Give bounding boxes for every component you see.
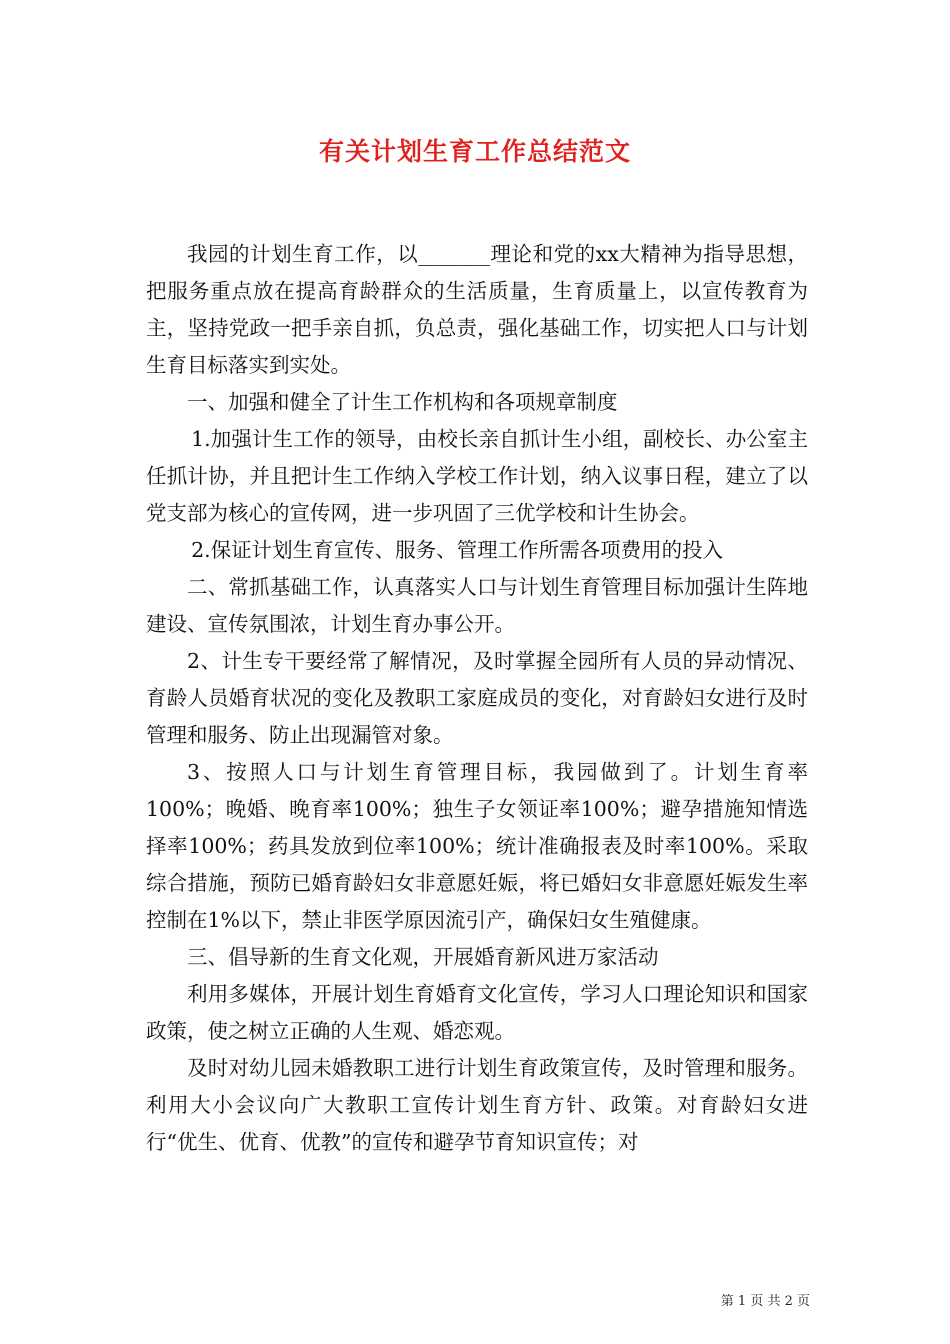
paragraph-item-2-2: 2、计生专干要经常了解情况，及时掌握全园所有人员的异动情况、育龄人员婚育状况的变化及教职工家庭成员的变化，对育龄妇女进行及时管理和服务、防止出现漏管对象。	[146, 649, 808, 747]
paragraph-multimedia: 利用多媒体，开展计划生育婚育文化宣传，学习人口理论知识和国家政策，使之树立正确的人生观、婚恋观。	[146, 982, 808, 1043]
section-heading-1: 一、加强和健全了计生工作机构和各项规章制度	[187, 390, 618, 414]
document-body	[146, 236, 808, 1161]
paragraph-item-1-1: 1.加强计生工作的领导，由校长亲自抓计生小组，副校长、办公室主任抓计协，并且把计生工作纳入学校工作计划，纳入议事日程，建立了以党支部为核心的宣传网，进一步巩固了三优学校和计生协会。	[146, 427, 808, 525]
paragraph-policy-publicity: 及时对幼儿园未婚教职工进行计划生育政策宣传，及时管理和服务。利用大小会议向广大教职工宣传计划生育方针、政策。对育龄妇女进行“优生、优育、优教”的宣传和避孕节育知识宣传；对	[146, 1056, 808, 1154]
page-indicator: 第 1 页 共 2 页	[720, 1294, 810, 1309]
document-title: 有关计划生育工作总结范文	[318, 137, 631, 166]
section-heading-3: 三、倡导新的生育文化观，开展婚育新风进万家活动	[187, 945, 659, 969]
paragraph-intro: 我园的计划生育工作，以_______理论和党的xx大精神为指导思想，把服务重点放在提高育龄群众的生活质量，生育质量上，以宣传教育为主，坚持党政一把手亲自抓，负总责，强化基础工作，切实把人口与计划生育目标落实到实处。	[146, 242, 808, 377]
paragraph-item-1-2: 2.保证计划生育宣传、服务、管理工作所需各项费用的投入	[191, 538, 724, 562]
paragraph-item-2-3: 3、按照人口与计划生育管理目标，我园做到了。计划生育率100%；晚婚、晚育率100%；独生子女领证率100%；避孕措施知情选择率100%；药具发放到位率100%；统计准确报表及时率100%。采取综合措施，预防已婚育龄妇女非意愿妊娠，将已婚妇女非意愿妊娠发生率控制在1%以下，禁止非医学原因流引产，确保妇女生殖健康。	[146, 760, 808, 932]
section-heading-2: 二、常抓基础工作，认真落实人口与计划生育管理目标加强计生阵地建设、宣传氛围浓，计划生育办事公开。	[146, 575, 808, 636]
